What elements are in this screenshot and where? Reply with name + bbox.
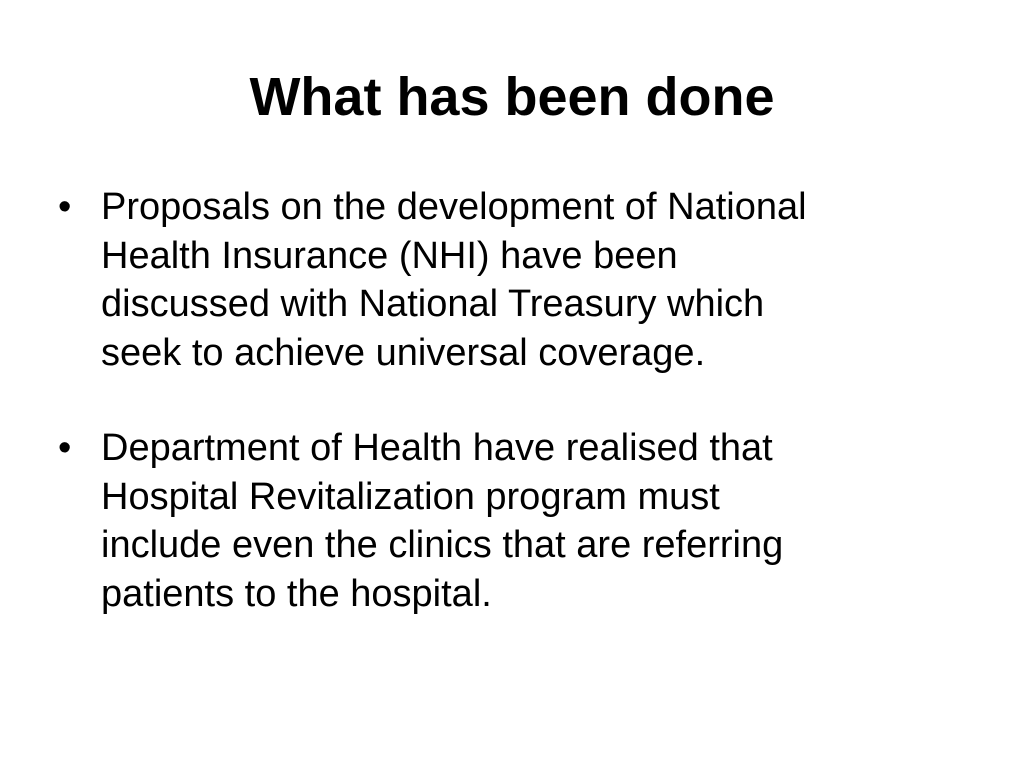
bullet-item	[58, 183, 978, 377]
bullet-icon: •	[58, 186, 72, 228]
bullet-text-line: Hospital Revitalization program must	[101, 475, 720, 518]
bullet-item	[58, 424, 978, 618]
bullet-text-line: include even the clinics that are referring	[101, 524, 784, 566]
bullet-list	[58, 183, 978, 665]
bullet-text-line: seek to achieve universal coverage.	[101, 331, 706, 374]
slide-title: What has been done	[249, 67, 775, 127]
bullet-icon: •	[58, 427, 72, 469]
bullet-text-line: patients to the hospital.	[101, 572, 492, 615]
bullet-text-line: Proposals on the development of National	[101, 186, 807, 228]
bullet-text-line: Department of Health have realised that	[101, 427, 773, 469]
bullet-text-line: Health Insurance (NHI) have been	[101, 234, 678, 277]
bullet-text-line: discussed with National Treasury which	[101, 283, 765, 325]
